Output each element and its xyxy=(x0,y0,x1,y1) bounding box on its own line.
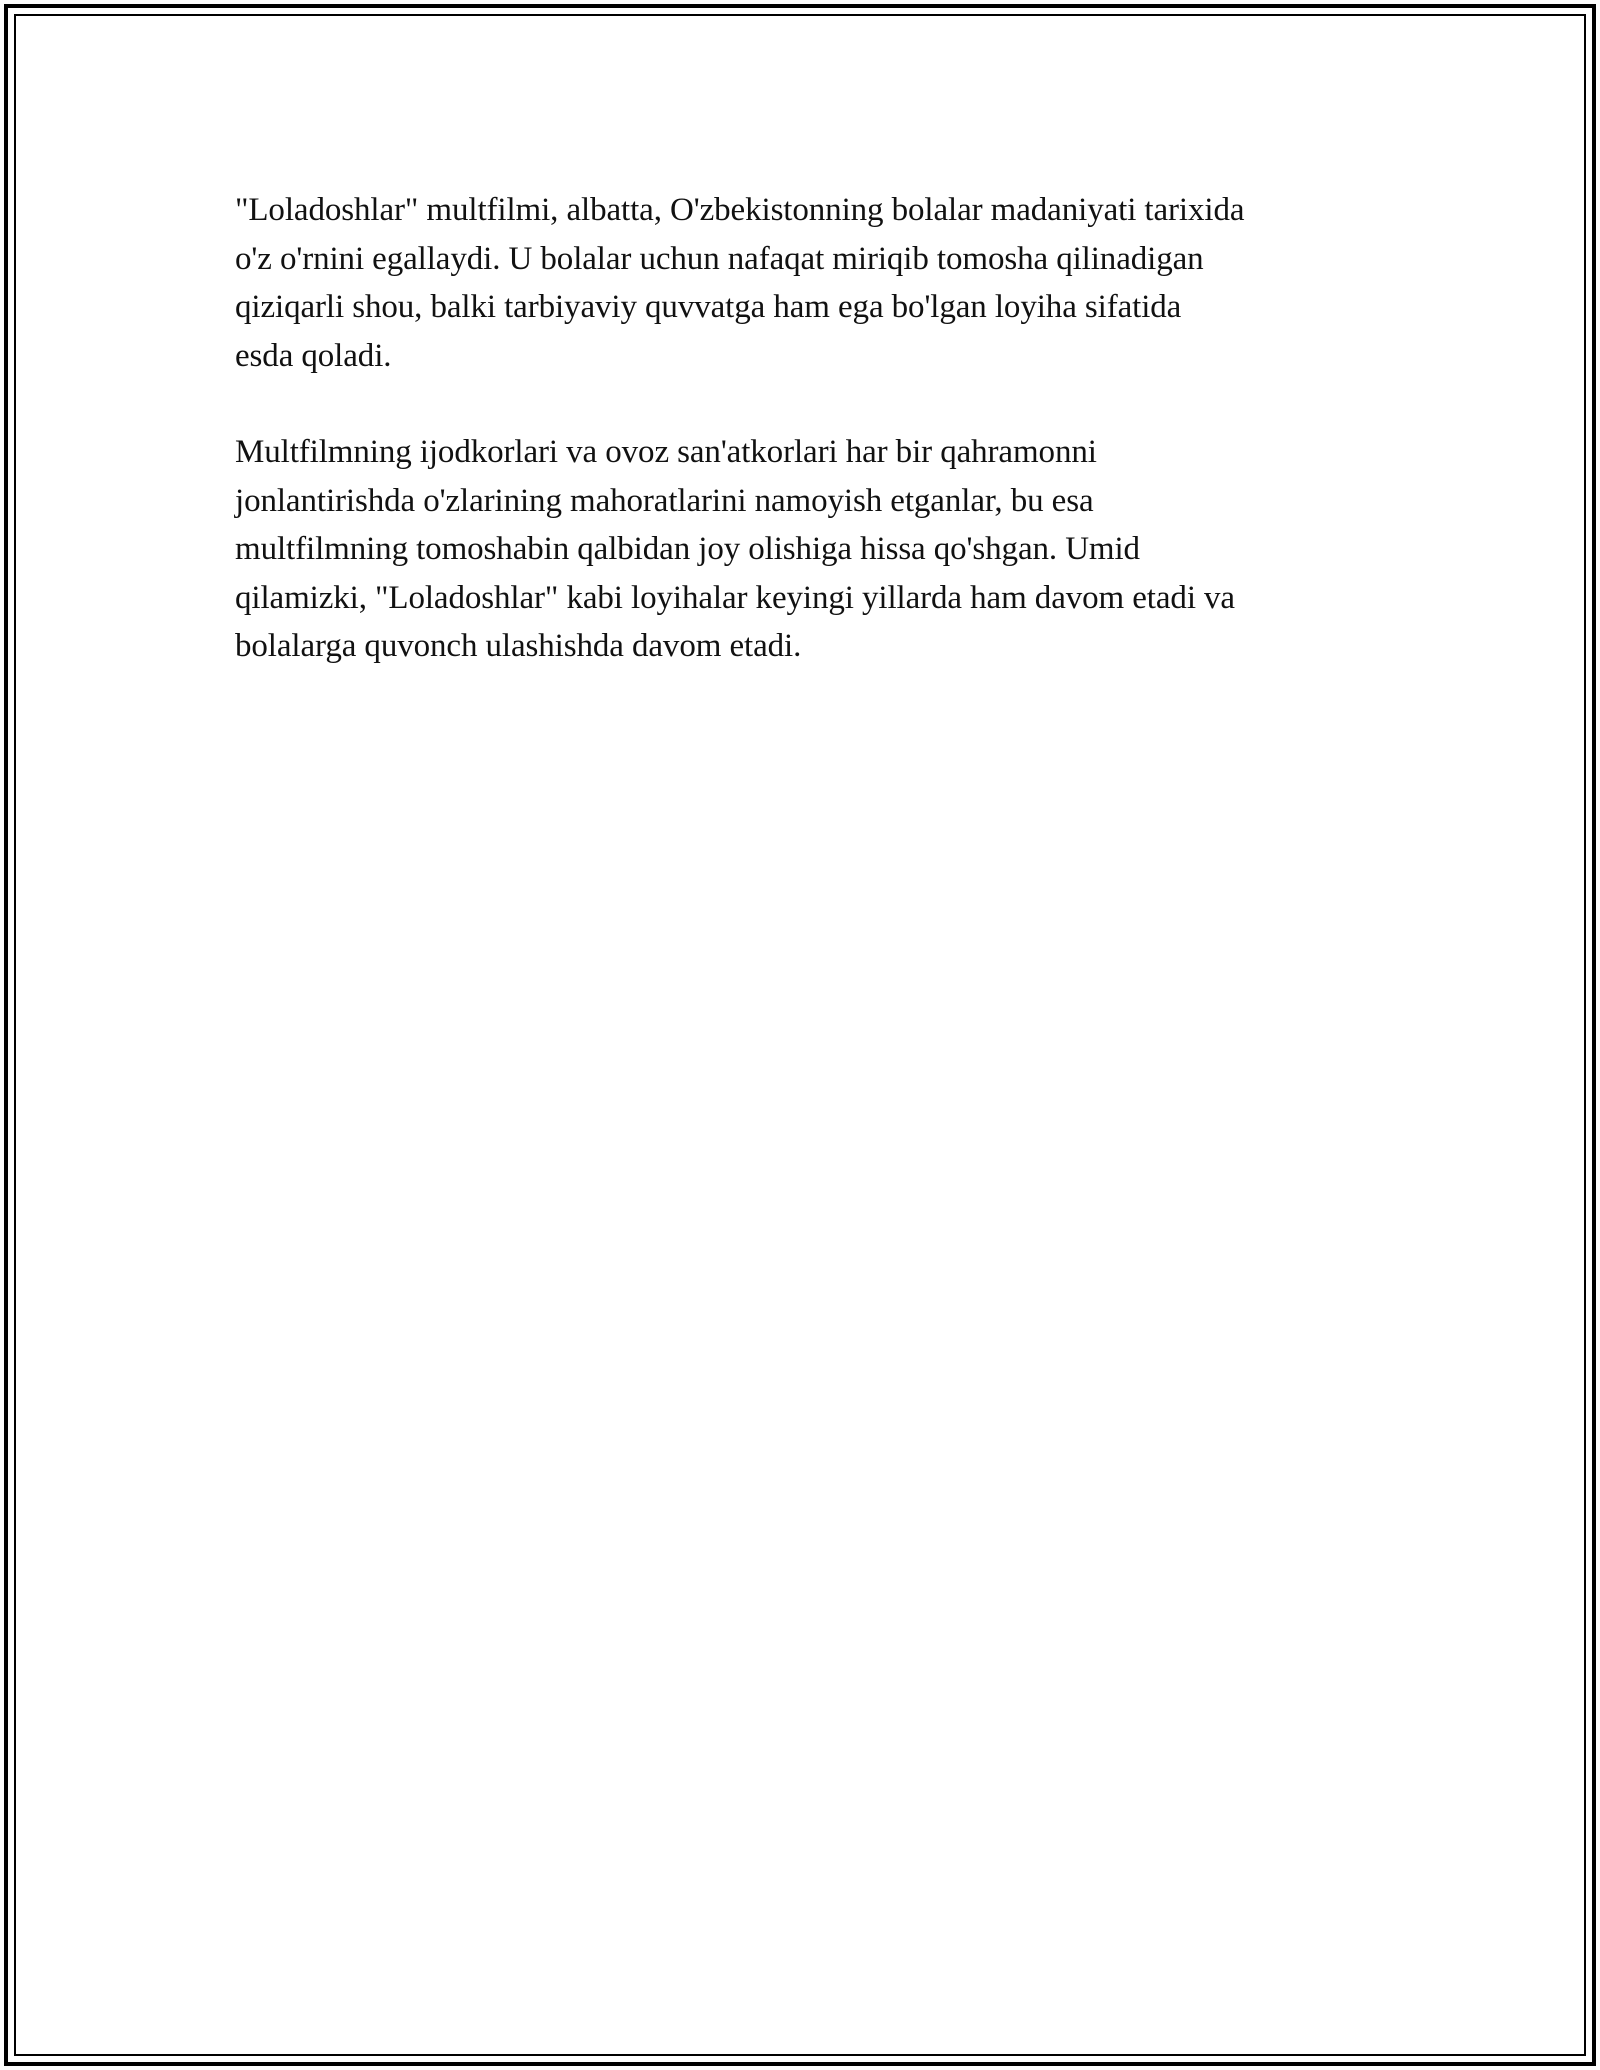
paragraph-1-line-2: o'z o'rnini egallaydi. U bolalar uchun nafaqat miriqib tomosha qilinadigan xyxy=(235,240,1204,277)
paragraph-2-line-1: Multfilmning ijodkorlari va ovoz san'atkorlari har bir qahramonni xyxy=(235,434,1097,470)
paragraph-1-line-4: esda qoladi. xyxy=(235,337,392,374)
paragraph-2-line-2: jonlantirishda o'zlarining mahoratlarini namoyish etganlar, bu esa xyxy=(235,482,1094,519)
document-body xyxy=(235,186,1395,719)
paragraph-2-line-3: multfilmning tomoshabin qalbidan joy olishiga hissa qo'shgan. Umid xyxy=(235,531,1140,567)
paragraph-2-line-4: qilamizki, "Loladoshlar" kabi loyihalar keyingi yillarda ham davom etadi va xyxy=(235,579,1235,616)
paragraph-2-line-5: bolalarga quvonch ulashishda davom etadi. xyxy=(235,628,802,664)
paragraph-1-line-3: qiziqarli shou, balki tarbiyaviy quvvatga ham ega bo'lgan loyiha sifatida xyxy=(235,289,1182,325)
paragraph-1 xyxy=(235,186,1395,380)
paragraph-2 xyxy=(235,428,1395,671)
paragraph-1-line-1: "Loladoshlar" multfilmi, albatta, O'zbekistonning bolalar madaniyati tarixida xyxy=(235,192,1245,228)
